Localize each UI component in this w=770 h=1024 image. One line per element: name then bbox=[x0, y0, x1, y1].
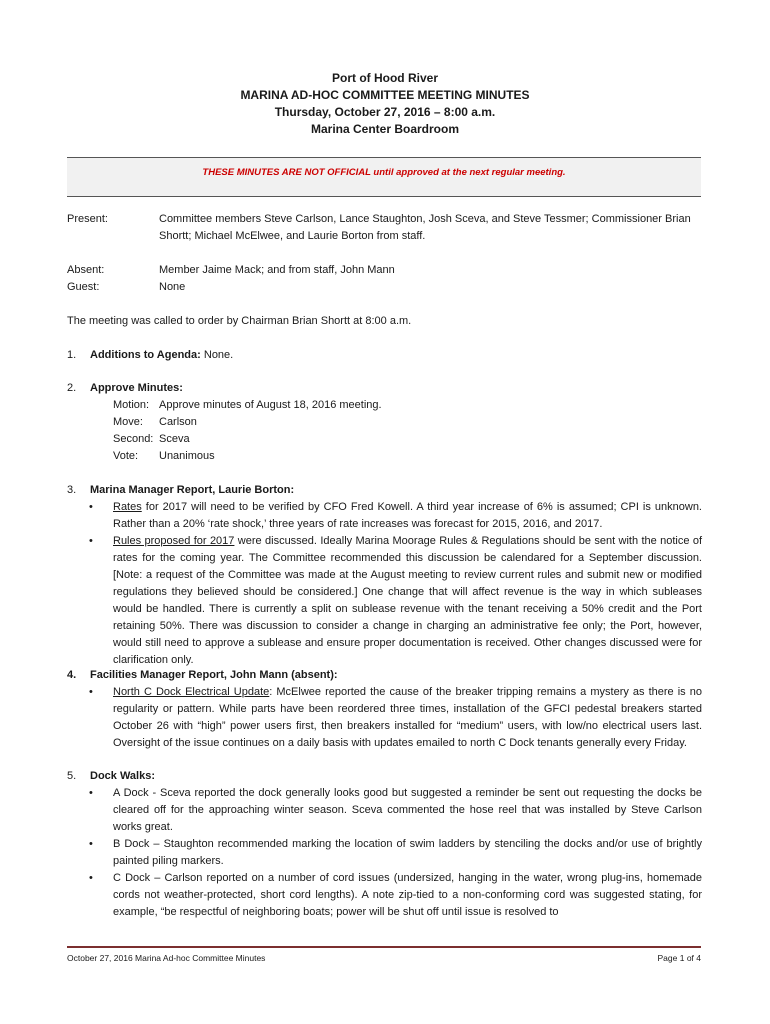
item-3-bullet-1 bbox=[113, 499, 702, 533]
second-text: Sceva bbox=[159, 433, 190, 445]
item-3-bullet-1-text: for 2017 will need to be verified by CFO Fred Kowell. A third year increase of 6% is assumed; CPI is unknown. Rather than a 20% ‘rate shock,’ three years of rate increases was forecast for 2015, 2016, and 2017. bbox=[113, 501, 702, 530]
bullet-glyph: • bbox=[89, 787, 93, 799]
item-3-bullet-1-heading: Rates bbox=[113, 501, 142, 513]
call-to-order: The meeting was called to order by Chairman Brian Shortt at 8:00 a.m. bbox=[67, 315, 412, 327]
meeting-location: Marina Center Boardroom bbox=[310, 122, 460, 136]
item-5-bullet-c-dock: C Dock – Carlson reported on a number of cord issues (undersized, hanging in the water, wrong plug-ins, homemade cords not weather-protected, short cord lengths). A note zip-tied to a non-conforming cord was suggested stating, for example, “be respectful of neighboring boats; power will be shut off until issue is resolved to bbox=[113, 872, 702, 918]
item-2-title: Approve Minutes: bbox=[90, 382, 183, 394]
motion-text: Approve minutes of August 18, 2016 meeting. bbox=[159, 399, 382, 411]
item-4-bullet-1-heading: North C Dock Electrical Update bbox=[113, 686, 270, 698]
absent-text: Member Jaime Mack; and from staff, John Mann bbox=[159, 264, 395, 276]
item-1-text: None. bbox=[200, 349, 234, 361]
item-4-bullet-1 bbox=[113, 684, 702, 752]
footer-left: October 27, 2016 Marina Ad-hoc Committee Minutes bbox=[67, 953, 266, 963]
bullet-glyph: • bbox=[89, 838, 93, 850]
document-title: MARINA AD-HOC COMMITTEE MEETING MINUTES bbox=[240, 88, 530, 102]
footer-divider bbox=[67, 946, 701, 948]
bullet-glyph: • bbox=[89, 872, 93, 884]
item-4-number: 4. bbox=[67, 669, 77, 681]
vote-text: Unanimous bbox=[159, 450, 215, 462]
footer-page-number: Page 1 of 4 bbox=[657, 953, 701, 963]
absent-label: Absent: bbox=[67, 264, 105, 276]
item-3-bullet-2-text: were discussed. Ideally Marina Moorage Rules & Regulations should be sent with the notice of rates for the coming year. The Committee recommended this discussion be calendared for a September discussion. [Note: a request of the Committee was made at the August meeting to review current rules and submit new or modified regulations they believed should be considered.] One change that will affect revenue is the way in which subleases would be handled. There is currently a split on sublease revenue with the tenant receiving a 50% credit and the Port retaining 50%. There was discussion to consider a change in charging an administrative fee only; the Port, however, would still need to approve a sublease and ensure proper documentation is received. Other changes discussed were for clarification only. bbox=[113, 535, 703, 666]
item-4-title: Facilities Manager Report, John Mann (absent): bbox=[90, 669, 338, 681]
item-5-bullet-b-dock: B Dock – Staughton recommended marking the location of swim ladders by stenciling the docks and/or use of brightly painted piling markers. bbox=[113, 838, 702, 867]
meeting-date: Thursday, October 27, 2016 – 8:00 a.m. bbox=[274, 105, 496, 119]
second-label: Second: bbox=[113, 433, 154, 445]
item-3-number: 3. bbox=[67, 484, 77, 496]
item-4-bullet-1-text: : McElwee reported the cause of the breaker tripping remains a mystery as there is no regularity or pattern. While parts have been reordered three times, installation of the GFCI pedestal breakers started October 26 with “high” power users first, then breakers installed for “medium” users, with low/no electrical users last. Oversight of the issue continues on a daily basis with updates emailed to north C Dock tenants generally every Friday. bbox=[113, 686, 702, 749]
motion-label: Motion: bbox=[113, 399, 150, 411]
org-name: Port of Hood River bbox=[331, 71, 438, 85]
move-label: Move: bbox=[113, 416, 143, 428]
item-5-title: Dock Walks: bbox=[90, 770, 156, 782]
item-1-title: Additions to Agenda: bbox=[90, 349, 201, 361]
unofficial-notice-text: THESE MINUTES ARE NOT OFFICIAL until approved at the next regular meeting. bbox=[202, 167, 566, 178]
guest-text: None bbox=[159, 281, 186, 293]
item-1 bbox=[90, 347, 233, 364]
bullet-glyph: • bbox=[89, 686, 93, 698]
vote-label: Vote: bbox=[113, 450, 139, 462]
item-3-bullet-2 bbox=[113, 533, 702, 669]
bullet-glyph: • bbox=[89, 501, 93, 513]
move-text: Carlson bbox=[159, 416, 197, 428]
present-text: Committee members Steve Carlson, Lance Staughton, Josh Sceva, and Steve Tessmer; Commissioner Brian Shortt; Michael McElwee, and Laurie Borton from staff. bbox=[159, 213, 691, 242]
item-3-title: Marina Manager Report, Laurie Borton: bbox=[90, 484, 295, 496]
item-5-bullet-a-dock: A Dock - Sceva reported the dock generally looks good but suggested a reminder be sent out requesting the docks be cleared off for the approaching winter season. Sceva commented the hose reel that was installed by Steve Carlson works great. bbox=[113, 787, 702, 833]
item-3-bullet-2-heading: Rules proposed for 2017 bbox=[113, 535, 235, 547]
item-2-number: 2. bbox=[67, 382, 77, 394]
unofficial-notice-banner bbox=[67, 157, 701, 197]
guest-label: Guest: bbox=[67, 281, 100, 293]
bullet-glyph: • bbox=[89, 535, 93, 547]
item-1-number: 1. bbox=[67, 349, 77, 361]
item-5-number: 5. bbox=[67, 770, 77, 782]
present-label: Present: bbox=[67, 213, 108, 225]
